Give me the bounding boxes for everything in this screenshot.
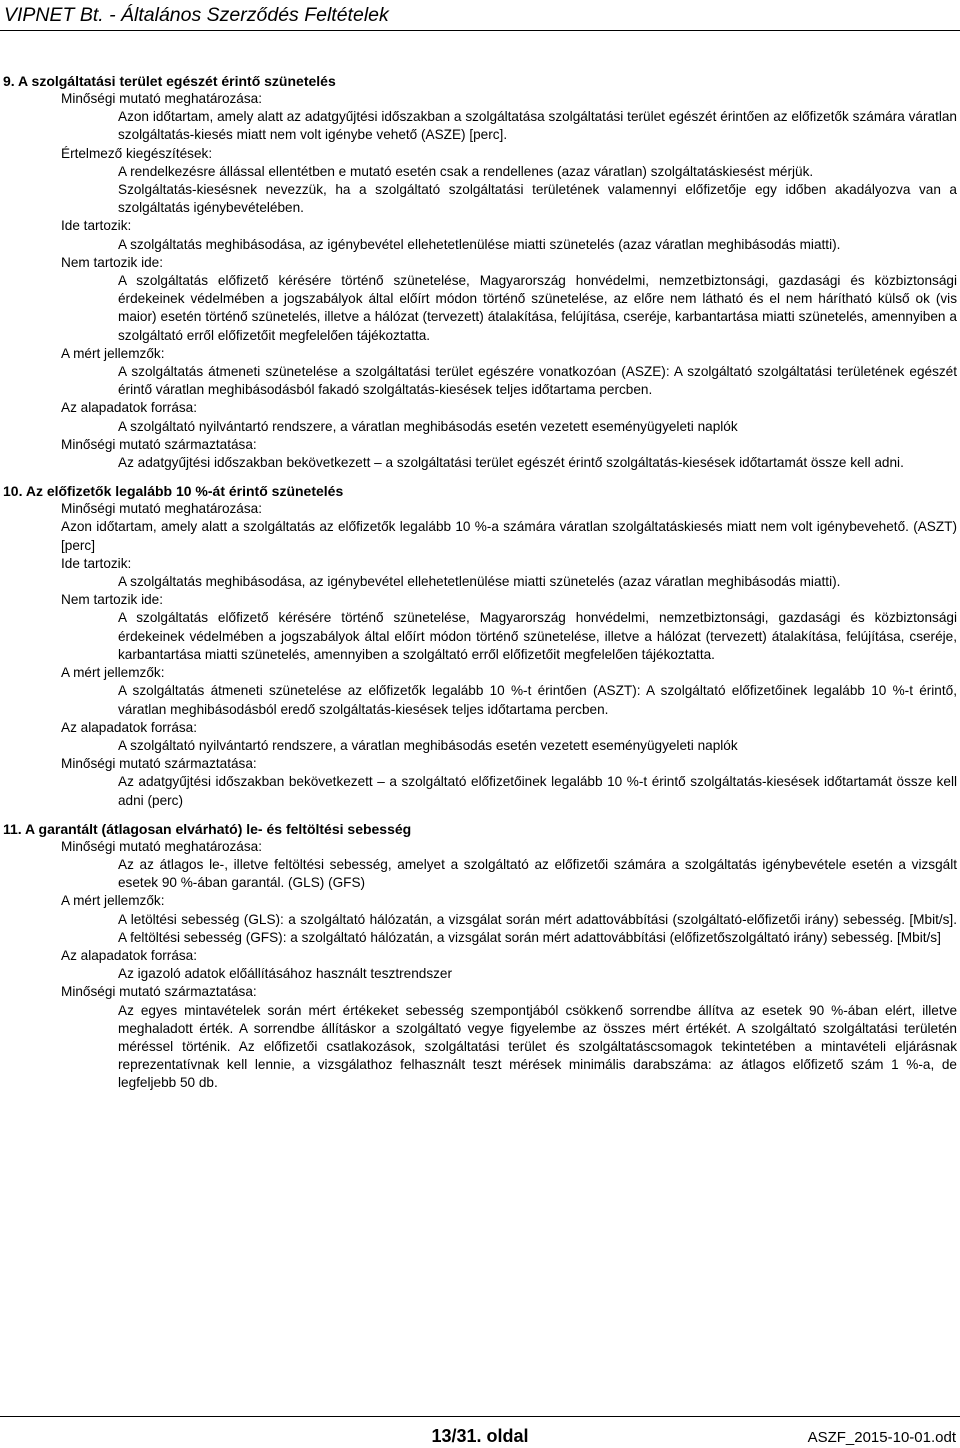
definition-text: Azon időtartam, amely alatt a szolgáltatás az előfizetők legalább 10 %-a számára váratlan szolgáltatáskiesés miatt nem volt igénybevehető. (ASZT) [perc] (61, 519, 957, 553)
measured-label: A mért jellemzők: (61, 345, 165, 361)
document-body (0, 72, 957, 1103)
source-text: Az igazoló adatok előállításához használt tesztrendszer (118, 966, 452, 982)
derivation-label: Minőségi mutató származtatása: (61, 436, 257, 452)
section-11 (0, 820, 957, 1093)
explanation-label: Értelmező kiegészítések: (61, 145, 213, 161)
explanation-text-2: Szolgáltatás-kiesésnek nevezzük, ha a szolgáltató szolgáltatási területének valamennyi előfizetője egy időben akadályozva van a szolgáltatás igénybevételében. (118, 182, 957, 216)
header-divider (0, 30, 960, 31)
included-text: A szolgáltatás meghibásodása, az igénybevétel ellehetetlenülése miatti szünetelés (azaz váratlan meghibásodás miatti). (118, 236, 841, 252)
source-text: A szolgáltató nyilvántartó rendszere, a váratlan meghibásodás esetén vezetett eseményügyeleti naplók (118, 418, 738, 434)
source-label: Az alapadatok forrása: (61, 947, 198, 963)
definition-label: Minőségi mutató meghatározása: (61, 501, 262, 517)
source-text: A szolgáltató nyilvántartó rendszere, a váratlan meghibásodás esetén vezetett eseményügyeleti naplók (118, 737, 738, 753)
derivation-text: Az adatgyűjtési időszakban bekövetkezett – a szolgáltatási terület egészét érintő szolgáltatás-kiesések időtartamát össze kell adni. (118, 455, 904, 471)
excluded-text: A szolgáltatás előfizető kérésére történő szünetelése, Magyarország honvédelmi, nemzetbiztonsági, gazdasági és közbiztonsági érdekeinek védelmében a jogszabályok által előírt módon történő szünetelése, illetve a hálózat (tervezett) átalakítása, felújítása, cseréje, karbantartása miatti szünetelés, amennyiben a szolgáltató erről előfizetőit megfelelően tájékoztatta. (118, 610, 957, 662)
page-number: 13/31. oldal (431, 1426, 529, 1446)
measured-text: A letöltési sebesség (GLS): a szolgáltató hálózatán, a vizsgálat során mért adattovábbítási (szolgáltató-előfizetői irány) sebesség. [Mbit/s]. A feltöltési sebesség (GFS): a szolgáltató hálózatán, a vizsgálat során mért adattovábbítási (előfizetőszolgáltató irány) sebesség. [Mbit/s] (118, 911, 957, 945)
measured-text: A szolgáltatás átmeneti szünetelése a szolgáltatási terület egészére vonatkozóan (ASZE): A szolgáltató szolgáltatási területének egészét érintő váratlan meghibásodásból fakadó szolgáltatás-kiesések teljes időtartama percben. (118, 364, 957, 398)
excluded-text: A szolgáltatás előfizető kérésére történő szünetelése, Magyarország honvédelmi, nemzetbiztonsági, gazdasági és közbiztonsági érdekeinek védelmében a jogszabályok által előírt módon történő szünetelése, az előre nem látható és el nem hárítható külső ok (vis maior) esetén történő szünetelés, illetve a hálózat (tervezett) átalakítása, felújítása, cseréje, karbantartása miatti szünetelés, amennyiben a szolgáltató erről előfizetőit megfelelően tájékoztatta. (118, 273, 957, 343)
section-title: 11. A garantált (átlagosan elvárható) le- és feltöltési sebesség (3, 820, 412, 837)
file-name: ASZF_2015-10-01.odt (807, 1429, 956, 1446)
measured-text: A szolgáltatás átmeneti szünetelése az előfizetők legalább 10 %-t érintően (ASZT): A szolgáltató előfizetőinek legalább 10 %-t érintő, váratlan meghibásodásból eredő szolgáltatás-kiesések teljes időtartama percben. (118, 683, 957, 717)
document-header-title: VIPNET Bt. - Általános Szerződés Feltételek (4, 4, 389, 26)
section-title: 9. A szolgáltatási terület egészét érintő szünetelés (3, 73, 336, 89)
definition-label: Minőségi mutató meghatározása: (61, 91, 262, 106)
measured-label: A mért jellemzők: (61, 893, 165, 909)
explanation-text-1: A rendelkezésre állással ellentétben e mutató esetén csak a rendellenes (azaz váratlan) szolgáltatáskiesést mérjük. (118, 163, 814, 179)
section-title: 10. Az előfizetők legalább 10 %-át érintő szünetelés (3, 483, 344, 500)
section-9 (0, 72, 957, 472)
source-label: Az alapadatok forrása: (61, 719, 198, 735)
included-label: Ide tartozik: (61, 555, 132, 571)
section-10 (0, 482, 957, 809)
derivation-label: Minőségi mutató származtatása: (61, 984, 257, 1000)
definition-text: Azon időtartam, amely alatt az adatgyűjtési időszakban a szolgáltatása szolgáltatási terület egészét érintően az előfizetők számára váratlan szolgáltatás-kiesés miatt nem volt igénybe vehető (ASZE) [perc]. (118, 109, 957, 143)
derivation-text: Az adatgyűjtési időszakban bekövetkezett – a szolgáltató előfizetőinek legalább 10 %-t érintő szolgáltatás-kiesések időtartamát össze kell adni (perc) (118, 774, 957, 808)
definition-label: Minőségi mutató meghatározása: (61, 838, 262, 854)
excluded-label: Nem tartozik ide: (61, 254, 163, 270)
excluded-label: Nem tartozik ide: (61, 592, 163, 608)
derivation-label: Minőségi mutató származtatása: (61, 756, 257, 772)
measured-label: A mért jellemzők: (61, 665, 165, 681)
included-text: A szolgáltatás meghibásodása, az igénybevétel ellehetetlenülése miatti szünetelés (azaz váratlan meghibásodás miatti). (118, 574, 841, 590)
source-label: Az alapadatok forrása: (61, 400, 198, 416)
derivation-text: Az egyes mintavételek során mért értékeket sebesség szempontjából csökkenő sorrendbe állítva az esetek 90 %-ában elért, illetve meghaladott érték. A sorrendbe állításkor a szolgáltató vegye figyelembe az összes mért értékét. A szolgáltató szolgáltatási területén méréssel történik. Az előfizetői csatlakozások, szolgáltatási terület és szolgáltatáscsomagok tekintetében a mintavételi eljárásnak reprezentatívnak kell lennie, a vizsgálathoz felhasznált teszt mérések minimális darabszáma: az átlagos előfizető szám 1 %-a, de legfeljebb 50 db. (118, 1002, 957, 1091)
definition-text: Az az átlagos le-, illetve feltöltési sebesség, amelyet a szolgáltató az előfizetői számára a szolgáltatás igénybevétele esetén a vizsgált esetek 90 %-ában garantál. (GLS) (GFS) (118, 856, 957, 891)
included-label: Ide tartozik: (61, 218, 132, 234)
footer-divider (0, 1416, 960, 1417)
